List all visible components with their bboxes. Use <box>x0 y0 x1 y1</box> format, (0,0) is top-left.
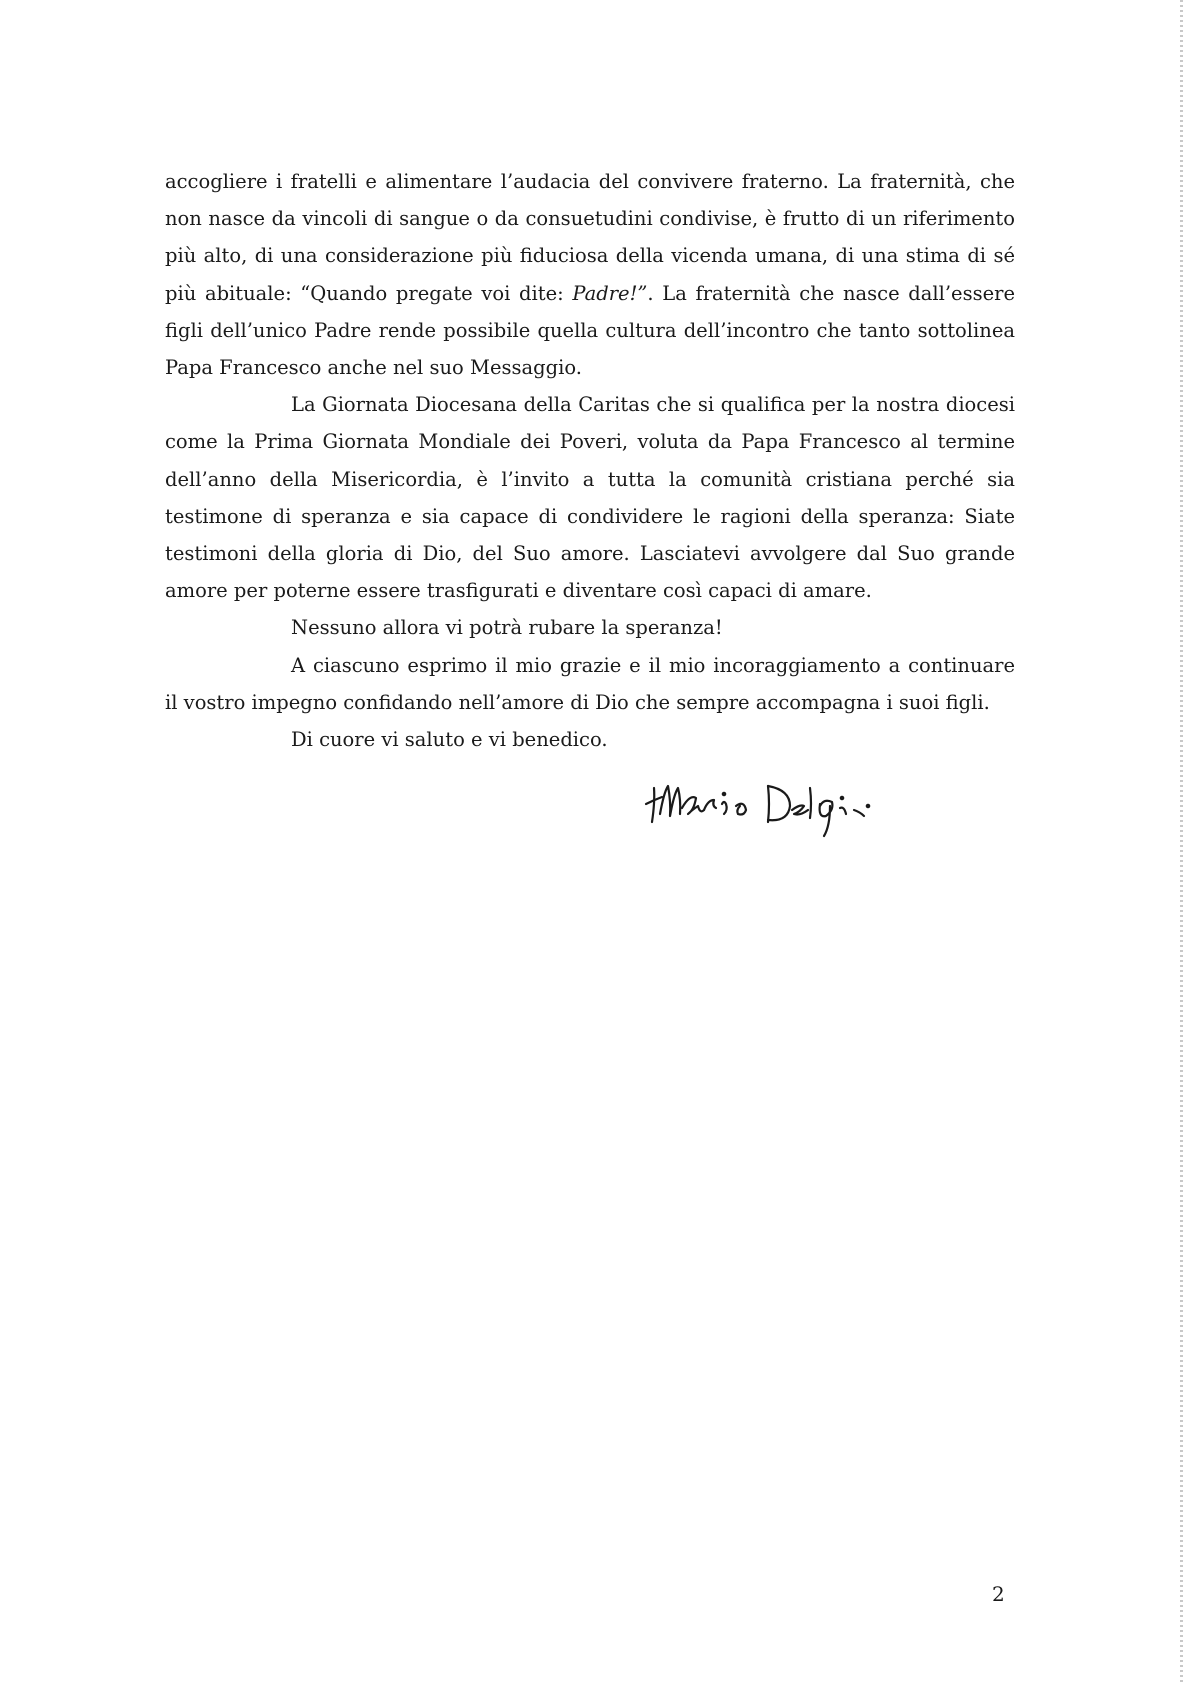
handwritten-signature <box>640 770 900 840</box>
paragraph-speranza: Nessuno allora vi potrà rubare la speranza! <box>291 616 723 640</box>
letter-body <box>165 163 1015 758</box>
paragraph-giornata: La Giornata Diocesana della Caritas che si qualifica per la nostra diocesi come la Prima Giornata Mondiale dei Poveri, voluta da Papa Francesco al termine dell’anno della Misericordia, è l’invito a tutta la comunità cristiana perché sia testimone di speranza e sia capace di condividere le ragioni della speranza: Siate testimoni della gloria di Dio, del Suo amore. Lasciatevi avvolgere dal Suo grande amore per poterne essere trasfigurati e diventare così capaci di amare. <box>165 393 1015 603</box>
paragraph-grazie: A ciascuno esprimo il mio grazie e il mio incoraggiamento a continuare il vostro impegno confidando nell’amore di Dio che sempre accompagna i suoi figli. <box>165 653 1015 714</box>
paragraph-saluto: Di cuore vi saluto e vi benedico. <box>291 728 608 752</box>
scan-edge-artifact <box>1180 0 1183 1685</box>
quote-padre: Padre!” <box>572 281 648 305</box>
page-number: 2 <box>992 1582 1005 1606</box>
paragraph-fraternity-text-1: accogliere i fratelli e alimentare l’audacia del convivere fraterno. La fraternità, che non nasce da vincoli di sangue o da consuetudini condivise, è frutto di un riferimento più alto, di una considerazione più fiduciosa della vicenda umana, di una stima di sé più abituale: “Quando pregate voi dite: <box>165 170 1015 305</box>
paragraph-fraternity <box>165 163 1015 386</box>
paragraph-fraternity-text-2: . La fraternità che nasce dall’essere figli dell’unico Padre rende possibile quella cultura dell’incontro che tanto sottolinea Papa Francesco anche nel suo Messaggio. <box>165 281 1016 380</box>
